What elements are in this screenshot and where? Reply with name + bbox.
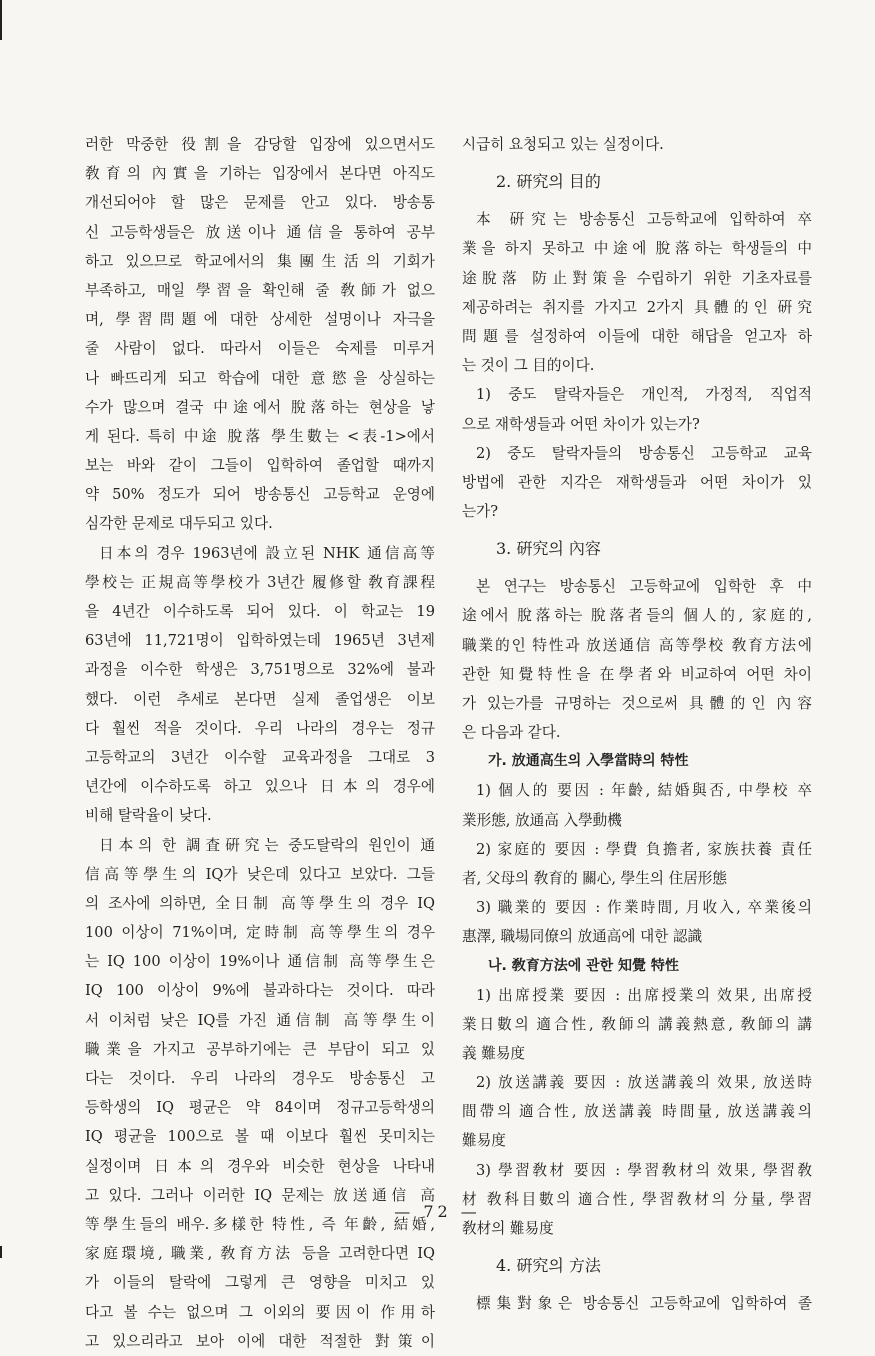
body-line: 하고 있으므로 학교에서의 集團生活의 기회가: [85, 252, 435, 270]
body-line: 標集對象은 방송통신 고등학교에 입학하여 졸: [476, 1295, 812, 1313]
body-line: 는가?: [462, 503, 499, 521]
body-line: 敎育의 內實을 기하는 입장에서 본다면 아직도: [85, 165, 435, 183]
section-heading: 3. 硏究의 內容: [496, 539, 601, 559]
body-line: 방법에 관한 지각은 재학생들과 어떤 차이가 있: [462, 473, 812, 491]
body-line: 본 연구는 방송통신 고등학교에 입학한 후 中: [476, 578, 812, 596]
body-line: 시급히 요청되고 있는 실정이다.: [462, 136, 664, 153]
body-line: 職業을 가지고 공부하기에는 큰 부담이 되고 있: [85, 1040, 435, 1058]
body-line: 가 이들의 탈락에 그렇게 큰 영향을 미치고 있: [85, 1274, 435, 1292]
body-line: 1) 個人的 要因 : 年齡, 結婚與否, 中學校 卒: [476, 782, 812, 800]
left-column: [85, 130, 435, 1356]
body-line: 信高等學生의 IQ가 낮은데 있다고 보았다. 그들: [85, 865, 435, 883]
body-line: 다는 것이다. 우리 나라의 경우도 방송통신 고: [85, 1070, 435, 1087]
body-line: 약 50% 정도가 되어 방송통신 고등학교 운영에: [85, 486, 435, 504]
body-line: 과정을 이수한 학생은 3,751명으로 32%에 불과: [85, 661, 435, 679]
body-line: 等學生들의 배우.多樣한 特性, 즉 年齡, 結婚,: [85, 1215, 435, 1233]
body-line: 나 빠뜨리게 되고 학습에 대한 意慾을 상실하는: [85, 369, 435, 387]
body-line: 서 이처럼 낮은 IQ를 가진 通信制 高等學生이: [85, 1011, 435, 1029]
body-line: 1) 出席授業 要因 : 出席授業의 效果, 出席授: [476, 986, 812, 1004]
body-line: 3) 職業的 要因 : 作業時間, 月收入, 卒業後의: [476, 899, 812, 917]
body-line: 을 4년간 이수하도록 되어 있다. 이 학교는 19: [85, 603, 435, 620]
body-line: 63년에 11,721명이 입학하였는데 1965년 3년제: [85, 632, 435, 650]
body-line: 등학생의 IQ 평균은 약 84이며 정규고등학생의: [85, 1099, 435, 1117]
body-line: 3) 學習敎材 要因 : 學習敎材의 效果, 學習敎: [476, 1161, 812, 1179]
body-line: 고 있다. 그러나 이러한 IQ 문제는 放送通信 高: [85, 1186, 435, 1204]
body-line: 의 조사에 의하면, 全日制 高等學生의 경우 IQ: [85, 894, 435, 912]
body-line: 실정이며 日本의 경우와 비슷한 현상을 나타내: [85, 1157, 435, 1175]
body-line: 問題를 설정하여 이들에 대한 해답을 얻고자 하: [462, 327, 812, 345]
body-line: 는 것이 그 目的이다.: [462, 357, 595, 375]
body-line: 신 고등학생들은 放送이나 通信을 통하여 공부: [85, 223, 435, 241]
body-line: 제공하려는 취지를 가지고 2가지 具體的인 硏究: [462, 298, 812, 316]
body-line: 가 있는가를 규명하는 것으로써 具體的인 內容: [462, 695, 812, 712]
body-line: 심각한 문제로 대두되고 있다.: [85, 515, 273, 533]
body-line: 材 敎科目數의 適合性, 學習敎材의 分量, 學習: [462, 1190, 812, 1208]
body-line: 다 훨씬 적을 것이다. 우리 나라의 경우는 정규: [85, 719, 435, 737]
body-line: 惠澤, 職場同僚의 放通高에 대한 認識: [462, 928, 703, 946]
body-line: 難易度: [462, 1132, 506, 1150]
body-line: 2) 중도 탈락자들의 방송통신 고등학교 교육: [476, 444, 812, 462]
subsection-heading: 가. 放通高生의 入學當時의 特性: [488, 753, 689, 770]
body-line: IQ 평균을 100으로 볼 때 이보다 훨씬 못미치는: [85, 1128, 435, 1146]
body-line: 했다. 이런 추세로 본다면 실제 졸업생은 이보: [85, 690, 435, 708]
body-line: 間帶의 適合性, 放送講義 時間量, 放送講義의: [462, 1103, 812, 1121]
body-line: 다고 볼 수는 없으며 그 이외의 要因이 作用하: [85, 1303, 435, 1321]
section-heading: 2. 硏究의 目的: [496, 172, 601, 192]
right-column: [462, 130, 812, 1318]
body-line: 게 된다. 특히 中途 脫落 學生數는 <表-1>에서: [85, 427, 435, 445]
body-line: 100 이상이 71%이며, 定時制 高等學生의 경우: [85, 924, 435, 942]
body-line: 日本의 한 調査硏究는 중도탈락의 원인이 通: [99, 836, 435, 854]
body-line: 途脫落 防止對策을 수립하기 위한 기초자료를: [462, 269, 812, 287]
body-line: 년간에 이수하도록 하고 있으나 日本의 경우에: [85, 778, 435, 796]
body-line: 관한 知覺特性을 在學者와 비교하여 어떤 차이: [462, 665, 812, 683]
body-line: 途에서 脫落하는 脫落者들의 個人的, 家庭的,: [462, 607, 812, 625]
body-line: 은 다음과 같다.: [462, 724, 561, 742]
body-line: 개선되어야 할 많은 문제를 안고 있다. 방송통: [85, 194, 435, 212]
body-line: IQ 100 이상이 9%에 불과하다는 것이다. 따라: [85, 982, 435, 1000]
body-line: 부족하고, 매일 學習을 확인해 줄 敎師가 없으: [85, 281, 435, 299]
body-line: 줄 사람이 없다. 따라서 이들은 숙제를 미루거: [85, 340, 435, 358]
body-line: 職業的인 特性과 放送通信 高等學校 敎育方法에: [462, 636, 812, 654]
body-line: 고 있으리라고 보아 이에 대한 적절한 對策이: [85, 1332, 435, 1350]
section-heading: 4. 硏究의 方法: [496, 1256, 601, 1276]
page-number: — 72 —: [394, 1202, 481, 1221]
body-line: 1) 중도 탈락자들은 개인적, 가정적, 직업적: [476, 386, 812, 404]
body-line: 日本의 경우 1963년에 設立된 NHK 通信高等: [99, 544, 435, 562]
body-line: 敎材의 難易度: [462, 1220, 554, 1237]
body-line: 業을 하지 못하고 中途에 脫落하는 학생들의 中: [462, 240, 812, 258]
body-line: 2) 家庭的 要因 : 學費 負擔者, 家族扶養 責任: [476, 840, 812, 858]
body-line: 本 硏究는 방송통신 고등학교에 입학하여 卒: [476, 211, 812, 229]
scan-edge-mark: [0, 0, 2, 40]
subsection-heading: 나. 敎育方法에 관한 知覺 特性: [488, 957, 679, 974]
body-line: 業日數의 適合性, 敎師의 講義熱意, 敎師의 講: [462, 1015, 812, 1033]
body-line: 者, 父母의 敎育的 關心, 學生의 住居形態: [462, 869, 727, 887]
body-line: 는 IQ 100 이상이 19%이나 通信制 高等學生은: [85, 953, 435, 971]
body-line: 家庭環境, 職業, 敎育方法 등을 고려한다면 IQ: [85, 1245, 435, 1263]
body-line: 러한 막중한 役割을 감당할 입장에 있으면서도: [85, 136, 435, 153]
body-line: 수가 많으며 결국 中途에서 脫落하는 현상을 낳: [85, 398, 435, 416]
body-line: 보는 바와 같이 그들이 입학하여 졸업할 때까지: [85, 457, 435, 475]
body-line: 業形態, 放通高 入學動機: [462, 811, 622, 829]
body-line: 義 難易度: [462, 1044, 526, 1062]
scan-edge-mark: [0, 1246, 2, 1258]
body-line: 비해 탈락율이 낮다.: [85, 807, 212, 825]
body-line: 며, 學習問題에 대한 상세한 설명이나 자극을: [85, 311, 435, 329]
body-line: 學校는 正規高等學校가 3년간 履修할 敎育課程: [85, 573, 435, 591]
body-line: 고등학교의 3년간 이수할 교육과정을 그대로 3: [85, 748, 435, 766]
body-line: 으로 재학생들과 어떤 차이가 있는가?: [462, 415, 700, 433]
body-line: 2) 放送講義 要因 : 放送講義의 效果, 放送時: [476, 1074, 812, 1092]
